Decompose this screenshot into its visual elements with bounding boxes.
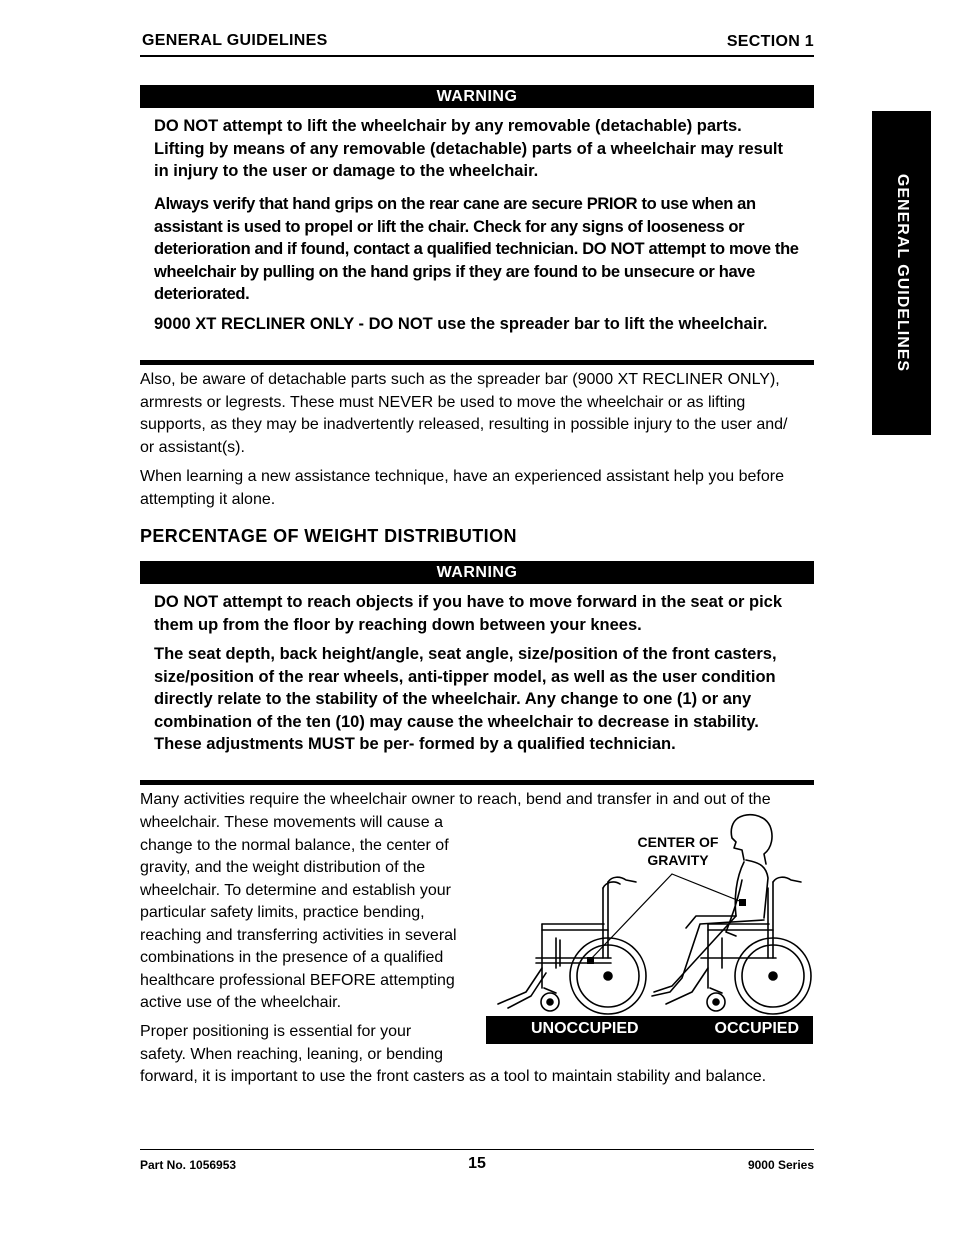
side-tab-label: GENERAL GUIDELINES [893,173,911,373]
footer-rule [140,1149,814,1150]
warning-banner: WARNING [140,85,814,108]
warning-paragraph: 9000 XT RECLINER ONLY - DO NOT use the spreader bar to lift the wheelchair. [154,315,768,333]
unoccupied-label: UNOCCUPIED [531,1020,639,1037]
warning-paragraph: DO NOT attempt to lift the wheelchair by any removable (detachable) parts. Lifting by means of any removable (detachable) parts of a wheelchair may result in injury to the user or damage to the wheelchair. [154,117,784,180]
body-paragraph: Many activities require the wheelchair owner to reach, bend and transfer in and out of the [140,791,771,808]
side-tab [872,111,931,435]
header-left: GENERAL GUIDELINES [142,32,328,49]
warning-bottom-rule [140,360,814,365]
part-number: Part No. 1056953 [140,1158,237,1172]
body-paragraph: wheelchair. These movements will cause a change to the normal balance, the center of gravity, and the weight distribution of the wheelchair. To determine and establish your particular safety limits, practice bending, reaching and transferring activities in several combinations in the presence of a qualified healthcare professional BEFORE attempting active use of the wheelchair. [140,814,457,1011]
warning-paragraph: The seat depth, back height/angle, seat angle, size/position of the front casters, size/position of the rear wheels, anti-tipper model, as well as the user condition directly relate to the stability of the wheelchair. Any change to one (1) or any combination of the ten (10) may cause the wheelchair to decrease in stability. These adjustments MUST be per- formed by a qualified technician. [154,645,777,753]
body-paragraph: forward, it is important to use the front casters as a tool to maintain stability and balance. [140,1068,767,1085]
warning-bottom-rule [140,780,814,785]
figure-caption-bar [486,1016,813,1044]
body-paragraph: Proper positioning is essential for your safety. When reaching, leaning, or bending [140,1023,444,1063]
warning-paragraph: DO NOT attempt to reach objects if you have to move forward in the seat or pick them up from the floor by reaching down between your knees. [154,593,783,634]
unoccupied-center-marker [587,957,594,964]
series-name: 9000 Series [747,1158,814,1172]
warning-paragraph: Always verify that hand grips on the rear cane are secure PRIOR to use when an assistant is used to propel or lift the chair. Check for any signs of looseness or deterioration and if found, contact a qualified technician. DO NOT attempt to move the wheelchair by pulling on the hand grips if they are found to be unsecure or have deteriorated. [154,195,799,303]
occupied-wheelchair-icon [666,877,811,1014]
page-number: 15 [468,1155,486,1172]
center-of-gravity-label: CENTER OF GRAVITY [637,834,719,868]
section-heading: PERCENTAGE OF WEIGHT DISTRIBUTION [140,526,517,546]
body-paragraph: Also, be aware of detachable parts such as the spreader bar (9000 XT RECLINER ONLY), armrests or legrests. These must NEVER be used to move the wheelchair or as lifting supports, as they may be inadvertently released, resulting in possible injury to the user and/ or assistant(s). [140,371,788,456]
occupied-center-marker [739,899,746,906]
occupied-label: OCCUPIED [714,1020,799,1037]
warning-banner: WARNING [140,561,814,584]
header-rule [140,55,814,57]
body-paragraph: When learning a new assistance technique, have an experienced assistant help you before attempting it alone. [140,468,784,508]
unoccupied-wheelchair-icon [498,877,646,1014]
header-right: SECTION 1 [726,33,814,50]
